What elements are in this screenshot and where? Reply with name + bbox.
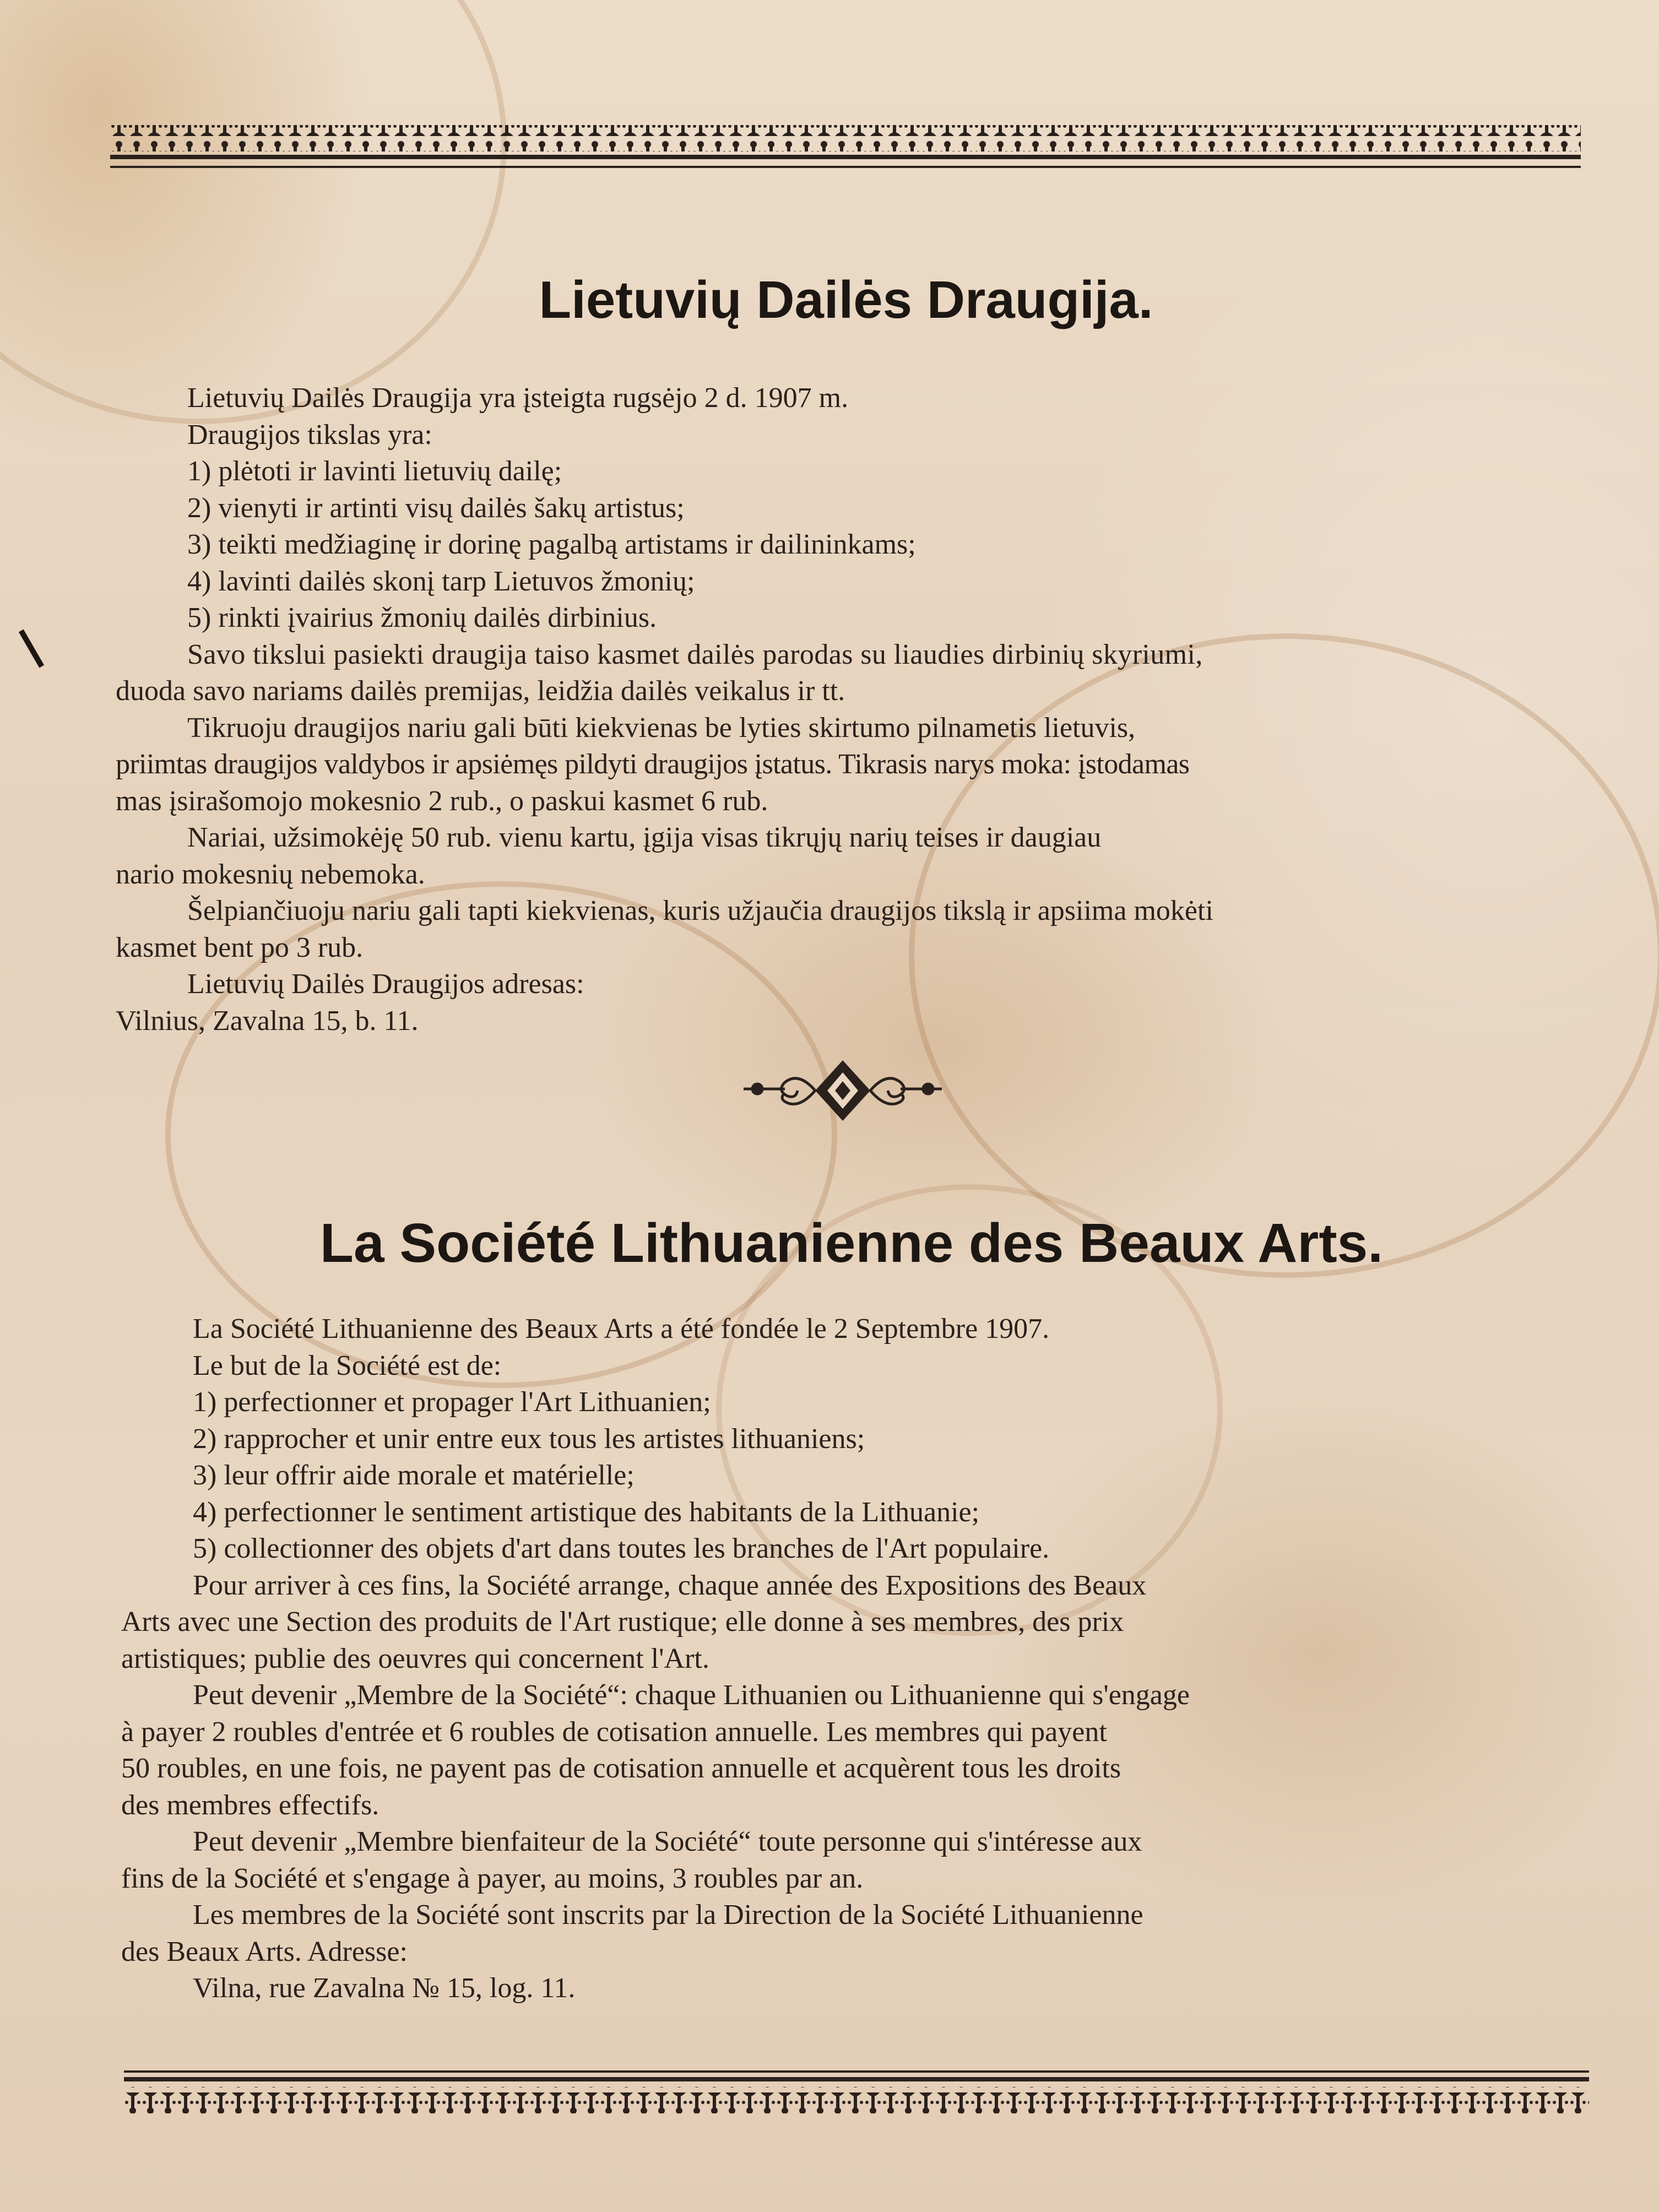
text-line: Les membres de la Société sont inscrits par la Direction de la Société Lithuanienne (193, 1899, 1143, 1931)
text-line: à payer 2 roubles d'entrée et 6 roubles de cotisation annuelle. Les membres qui payent (121, 1716, 1107, 1748)
list-item: 3) teikti medžiaginę ir dorinę pagalbą artistams ir dailininkams; (187, 529, 916, 560)
text-line: duoda savo nariams dailės premijas, leidžia dailės veikalus ir tt. (116, 675, 845, 707)
text-line: 50 roubles, en une fois, ne payent pas de cotisation annuelle et acquèrent tous les droits (121, 1753, 1121, 1784)
text-line: fins de la Société et s'engage à payer, au moins, 3 roubles par an. (121, 1862, 864, 1894)
text-line: Lietuvių Dailės Draugijos adresas: (187, 968, 584, 1000)
text-line: Nariai, užsimokėję 50 rub. vienu kartu, įgija visas tikrųjų narių teises ir daugiau (187, 822, 1102, 853)
address-line: Vilna, rue Zavalna № 15, log. 11. (193, 1972, 576, 2004)
list-item: 4) lavinti dailės skonį tarp Lietuvos žmonių; (187, 565, 695, 597)
ornamental-border-top (110, 113, 1581, 185)
list-item: 1) plėtoti ir lavinti lietuvių dailę; (187, 456, 562, 487)
text-line: Le but de la Société est de: (193, 1349, 502, 1381)
text-line: priimtas draugijos valdybos ir apsiėmęs pildyti draugijos įstatus. Tikrasis narys moka: įstodamas (116, 749, 1190, 780)
ornamental-divider (733, 1049, 953, 1132)
text-line: Lietuvių Dailės Draugija yra įsteigta rugsėjo 2 d. 1907 m. (187, 382, 849, 414)
text-line: Pour arriver à ces fins, la Société arrange, chaque année des Expositions des Beaux (193, 1569, 1147, 1601)
text-line: Peut devenir „Membre de la Société“: chaque Lithuanien ou Lithuanienne qui s'engage (193, 1679, 1190, 1711)
text-line: Savo tikslui pasiekti draugija taiso kasmet dailės parodas su liaudies dirbinių skyriumi, (187, 638, 1203, 670)
water-stain (0, 0, 507, 424)
text-line: La Société Lithuanienne des Beaux Arts a été fondée le 2 Septembre 1907. (193, 1313, 1050, 1344)
text-line: kasmet bent po 3 rub. (116, 931, 364, 963)
ornamental-border-bottom (124, 2063, 1589, 2129)
french-title: La Société Lithuanienne des Beaux Arts. (319, 1212, 1384, 1274)
text-line: Tikruoju draugijos nariu gali būti kiekvienas be lyties skirtumo pilnametis lietuvis, (187, 712, 1136, 744)
text-line: nario mokesnių nebemoka. (116, 858, 425, 890)
text-line: mas įsirašomojo mokesnio 2 rub., o paskui kasmet 6 rub. (116, 785, 768, 817)
ink-mark (19, 630, 44, 668)
list-item: 2) vienyti ir artinti visų dailės šakų artistus; (187, 492, 685, 524)
list-item: 5) collectionner des objets d'art dans toutes les branches de l'Art populaire. (193, 1533, 1050, 1564)
list-item: 2) rapprocher et unir entre eux tous les artistes lithuaniens; (193, 1423, 865, 1455)
address-line: Vilnius, Zavalna 15, b. 11. (116, 1005, 419, 1037)
text-line: des Beaux Arts. Adresse: (121, 1935, 408, 1967)
list-item: 5) rinkti įvairius žmonių dailės dirbinius. (187, 602, 657, 633)
french-body (121, 1311, 1589, 2007)
lithuanian-title: Lietuvių Dailės Draugija. (539, 270, 1153, 329)
list-item: 4) perfectionner le sentiment artistique des habitants de la Lithuanie; (193, 1496, 980, 1528)
text-line: Arts avec une Section des produits de l'Art rustique; elle donne à ses membres, des prix (121, 1606, 1124, 1638)
text-line: Šelpiančiuoju nariu gali tapti kiekvienas, kuris užjaučia draugijos tikslą ir apsiima mokėti (187, 895, 1213, 926)
text-line: Peut devenir „Membre bienfaiteur de la Société“ toute personne qui s'intéresse aux (193, 1826, 1142, 1857)
text-line: des membres effectifs. (121, 1789, 379, 1821)
list-item: 3) leur offrir aide morale et matérielle; (193, 1460, 635, 1491)
list-item: 1) perfectionner et propager l'Art Lithuanien; (193, 1386, 711, 1418)
text-line: Draugijos tikslas yra: (187, 419, 432, 451)
text-line: artistiques; publie des oeuvres qui concernent l'Art. (121, 1642, 709, 1674)
lithuanian-body (116, 380, 1570, 1039)
